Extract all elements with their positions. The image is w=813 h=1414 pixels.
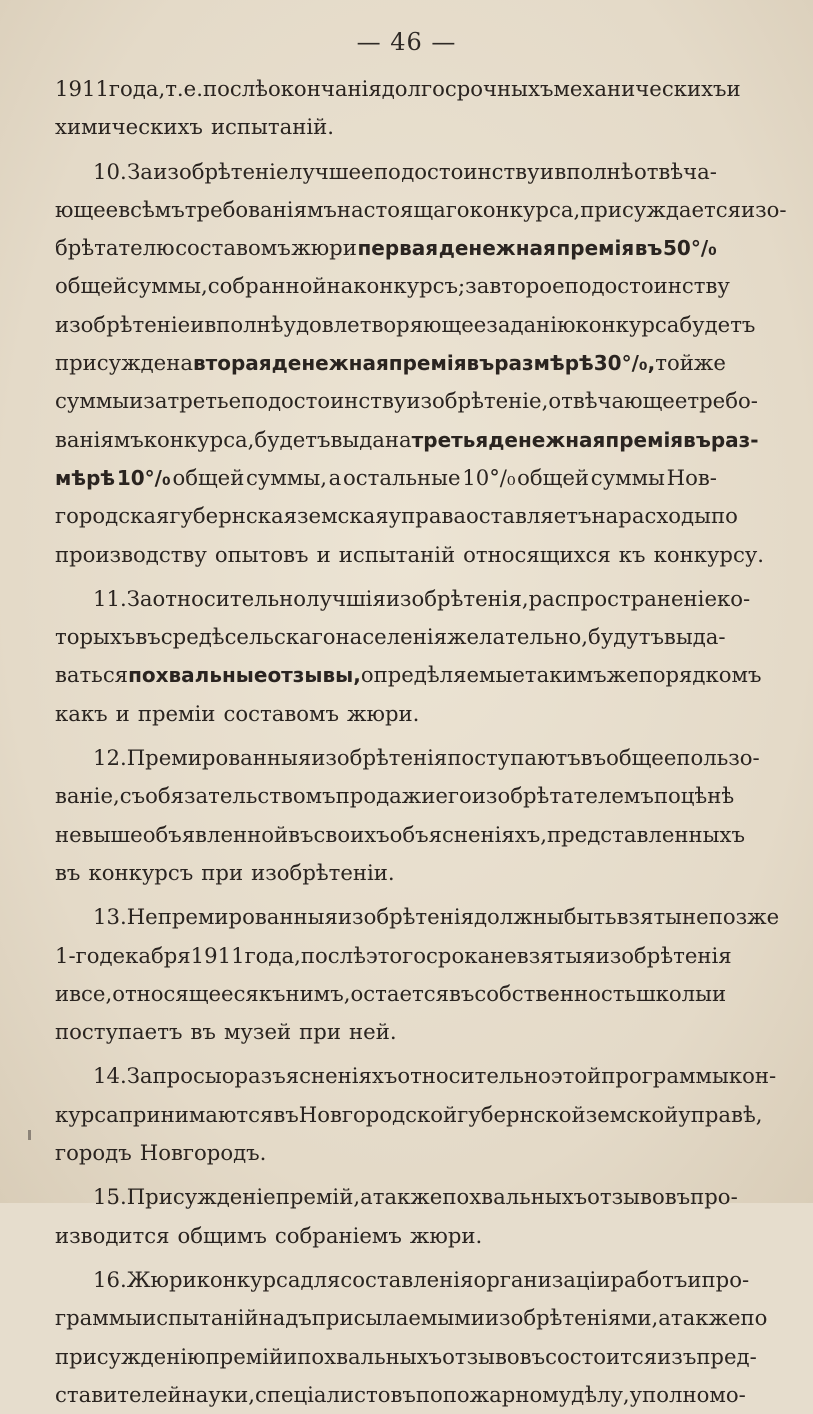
text-line [55,421,759,459]
word: достоинству [591,273,730,299]
word: спеціалистовъ [254,1381,416,1407]
word: испытаній [142,1305,259,1331]
word: денежная [488,427,606,452]
word: 10°/₀ [462,464,516,490]
text-line [55,739,760,777]
word: химическихъ [55,114,203,140]
word: поступаетъ [55,1019,183,1045]
word: составомъ [223,700,339,726]
word: общимъ [177,1222,267,1248]
text-line [55,191,787,229]
word: его [435,783,472,809]
word: ко- [717,585,751,611]
text-line [55,382,758,420]
word: обязательствомъ [145,783,336,809]
word: 13. [93,904,127,930]
text-line [55,306,756,344]
word: Новгородской [298,1101,458,1127]
word: въ [634,236,663,261]
word: отзывовъ [587,1184,691,1210]
word: всѣмъ [118,196,185,222]
text-line [55,497,738,535]
word: изобрѣтеніе [153,158,289,184]
word: денежная [271,351,389,376]
text-line [55,344,726,382]
word: объявленной [142,821,289,847]
word: ваться [55,662,129,688]
word: суммы [55,388,130,414]
word: съ [119,783,146,809]
word: декабря [99,942,191,968]
word: и [115,700,130,726]
word: Новгородъ. [139,1140,267,1166]
word: конкурса, [143,426,255,452]
word: требо- [687,388,758,414]
word: опытовъ [214,541,309,567]
word: по [415,1381,443,1407]
word: по [241,388,268,414]
word: и [711,980,727,1006]
text-line [55,618,726,656]
word: работъ [610,1266,688,1292]
text-line [55,1261,750,1299]
word: городъ [55,1140,132,1166]
word: къ [618,541,646,567]
word: а [328,464,342,490]
word: отзывы, [267,663,361,688]
word: науки, [181,1381,255,1407]
word: управа [388,503,467,529]
word: по [740,1305,768,1331]
word: торыхъ [55,624,136,650]
page-number: — 46 — [356,28,457,56]
word: въ [580,745,607,771]
word: взяты [616,904,683,930]
text-line [55,1134,717,1172]
word: той [655,350,694,376]
word: за [465,273,490,299]
word: желательно, [446,624,588,650]
word: въ [683,427,711,452]
word: и [190,311,205,337]
word: конкурса, [469,196,581,222]
word: для [300,1266,341,1292]
word: оставляетъ [466,503,592,529]
word: на [591,503,619,529]
word: присуждается [580,196,741,222]
word: остальные [343,464,461,490]
word: третье [167,388,242,414]
word: брѣтателю [55,235,175,261]
word: въ [466,351,495,376]
word: изобрѣтеніе [55,311,191,337]
word: достоинству [268,388,407,414]
word: премія [556,236,635,261]
word: изобрѣтеніи. [251,859,395,885]
word: присужденію [55,1343,206,1369]
word: похвальныхъ [442,1184,588,1210]
word: цѣнѣ [680,783,735,809]
word: производству [55,541,207,567]
word: позже [708,904,780,930]
word: вторая [192,351,272,376]
word: разъясненіяхъ [234,1063,398,1089]
word: своихъ [313,821,390,847]
word: же [693,350,726,376]
word: премій [205,1343,284,1369]
word: должны [473,904,564,930]
word: конкурсу. [653,541,765,567]
word: испытаній [338,541,456,567]
text-line [55,70,741,108]
word: граммы [55,1305,143,1331]
word: 12. [93,745,127,771]
text-line [55,1338,757,1376]
text-line [55,108,717,146]
word: выше [81,821,143,847]
text-line [55,816,745,854]
word: 14. [93,1063,127,1089]
word: отвѣчающее [548,388,688,414]
word: въ [273,1101,299,1127]
text-line [55,854,717,892]
margin-mark [28,1130,31,1140]
word: относящееся [112,980,259,1006]
word: остается [350,980,449,1006]
text-line [55,536,765,574]
word: порядкомъ [638,662,762,688]
body-text [55,70,787,1414]
word: удовлетворяющее [283,311,487,337]
word: надъ [258,1305,312,1331]
text-line [55,937,732,975]
word: ней. [349,1019,397,1045]
word: долгосрочныхъ [381,76,554,101]
word: пожарному [442,1381,572,1407]
word: поступаютъ [447,745,581,771]
text-line [55,153,717,191]
word: выдана [330,426,412,452]
word: про- [690,1184,738,1210]
text-line [55,580,751,618]
word: губернской [457,1101,586,1127]
word: все, [69,980,113,1006]
word: за [143,388,168,414]
text-line [55,777,735,815]
word: музей [223,1019,292,1045]
word: Запросы [126,1063,222,1089]
word: относящихся [463,541,611,567]
word: распространеніе [528,585,717,611]
word: размѣрѣ [494,351,594,376]
word: 16. [93,1266,127,1292]
word: механическихъ [553,76,727,101]
word: жюри [291,235,357,261]
word: въ [135,624,161,650]
word: школы [635,980,712,1006]
text-line [55,1013,717,1051]
word: въ [55,859,81,885]
word: изобрѣтенія [311,745,448,771]
word: премія [605,427,684,452]
word: года, [108,76,166,101]
word: года, [244,942,301,968]
word: губернская [169,503,297,529]
word: а [360,1184,373,1210]
word: 11. [93,585,127,611]
word: по [373,158,401,184]
word: послѣ [300,942,366,968]
word: представленныхъ [546,821,745,847]
word: программы [601,1063,729,1089]
word: собраніемъ [274,1222,402,1248]
word: и [539,158,555,184]
word: не [490,942,517,968]
word: испытаній. [210,114,335,140]
word: средѣ [160,624,225,650]
word: взятыя [516,942,596,968]
word: отзывовъ [442,1343,546,1369]
word: второе [489,273,565,299]
word: суммы, [246,464,327,490]
word: также [372,1184,443,1210]
text-line [55,1178,738,1216]
word: собственность [474,980,636,1006]
word: будетъ [679,311,756,337]
word: премій, [275,1184,361,1210]
text-line [55,1096,763,1134]
text-line [55,1376,746,1414]
word: и [687,1266,702,1292]
word: курса [55,1101,119,1127]
word: ваніямъ [55,426,144,452]
word: денежная [438,236,556,261]
word: этого [365,942,427,968]
word: 50°/₀ [663,236,717,261]
word: заданію [486,311,576,337]
word: изобрѣтенія [595,942,732,968]
word: изо- [741,196,787,222]
word: 30°/₀, [593,351,656,376]
word: кон- [728,1063,777,1089]
text-line [55,975,727,1013]
word: изобрѣтателемъ [471,783,654,809]
word: же [606,662,639,688]
word: конкурсъ [88,859,194,885]
word: мѣрѣ [55,465,116,490]
word: изъ [657,1343,697,1369]
word: дѣлу, [571,1381,630,1407]
word: сельскаго [224,624,336,650]
word: т. [165,76,184,101]
word: требованіямъ [184,196,337,222]
word: Нов- [666,464,717,490]
word: 10. [93,158,127,184]
word: присуждена [55,350,193,376]
word: За [126,585,153,611]
word: Премированныя [126,745,312,771]
word: собранной [207,273,327,299]
word: конкурса [196,1266,301,1292]
word: о [221,1063,235,1089]
word: про- [701,1266,750,1292]
word: вполнѣ [554,158,634,184]
word: по [653,783,681,809]
word: выда- [663,624,726,650]
text-line [55,229,717,267]
text-line [55,695,717,733]
word: состоится [545,1343,658,1369]
word: послѣ [202,76,268,101]
word: а [658,1305,671,1331]
word: 1911 [55,76,109,101]
word: похвальныхъ [297,1343,443,1369]
word: земской [585,1101,679,1127]
word: Жюри [126,1266,197,1292]
word: также [670,1305,741,1331]
text-line [55,1217,717,1255]
word: не [682,904,709,930]
word: лучшія [306,585,386,611]
word: объясненіяхъ, [389,821,547,847]
word: третья [411,427,489,452]
word: конкурсъ; [353,273,466,299]
word: е. [183,76,203,101]
word: жюри. [347,700,420,726]
word: въ [448,980,475,1006]
text-line [55,459,717,497]
text-line [55,656,762,694]
word: будутъ [587,624,664,650]
word: уполномо- [629,1381,746,1407]
word: достоинству [401,158,540,184]
word: преміи [137,700,216,726]
word: къ [258,980,286,1006]
text-line [55,267,730,305]
word: ставителей [55,1381,182,1407]
word: пользо- [676,745,760,771]
word: по [710,503,738,529]
word: похвальные [128,663,268,688]
word: какъ [55,700,108,726]
word: городская [55,503,170,529]
word: изобрѣтеніе, [406,388,549,414]
word: и [55,980,70,1006]
word: расходы [618,503,711,529]
word: будетъ [254,426,331,452]
word: на [326,273,354,299]
word: изобрѣтенія, [385,585,529,611]
word: по [564,273,592,299]
word: Непремированныя [126,904,338,930]
word: срока [426,942,491,968]
word: изобрѣтеніями, [484,1305,659,1331]
word: изводится [55,1222,170,1248]
word: и [726,76,741,101]
word: лучшее [288,158,374,184]
word: 15. [93,1184,127,1210]
word: не [55,821,82,847]
word: этой [550,1063,602,1089]
word: раз- [710,427,759,452]
word: организаціи [473,1266,611,1292]
word: общей [55,273,127,299]
word: жюри. [409,1222,483,1248]
word: окончанія [267,76,382,101]
word: принимаются [118,1101,274,1127]
word: суммы, [126,273,208,299]
word: общее [606,745,677,771]
word: вполнѣ [204,311,284,337]
word: при [299,1019,341,1045]
word: земская [296,503,389,529]
word: и [129,388,144,414]
word: изобрѣтенія [337,904,474,930]
word: общей [172,464,245,490]
text-line [55,898,780,936]
word: пред- [696,1343,757,1369]
word: ваніе, [55,783,120,809]
word: конкурса [575,311,680,337]
word: такимъ [524,662,607,688]
word: составленія [340,1266,474,1292]
word: въ [288,821,314,847]
word: при [201,859,244,885]
word: продажи [335,783,436,809]
word: и [283,1343,298,1369]
word: За [127,158,153,184]
text-line [55,1057,777,1095]
word: управѣ, [678,1101,763,1127]
word: быть [563,904,617,930]
word: населенія [335,624,447,650]
word: составомъ [175,235,291,261]
word: нимъ, [285,980,351,1006]
word: въ [190,1019,216,1045]
word: Присужденіе [126,1184,276,1210]
word: общей [517,464,590,490]
word: и [316,541,331,567]
word: ющее [55,196,119,222]
word: опредѣляемые [360,662,525,688]
word: присылаемыми [311,1305,485,1331]
word: 1-го [55,942,100,968]
text-line [55,1299,768,1337]
word: 10°/₀ [116,465,171,490]
word: первая [357,236,439,261]
word: относительно [152,585,307,611]
word: премія [388,351,467,376]
word: относительно [397,1063,551,1089]
word: настоящаго [336,196,470,222]
word: суммы [590,464,665,490]
word: отвѣча- [633,158,717,184]
word: 1911 [190,942,245,968]
